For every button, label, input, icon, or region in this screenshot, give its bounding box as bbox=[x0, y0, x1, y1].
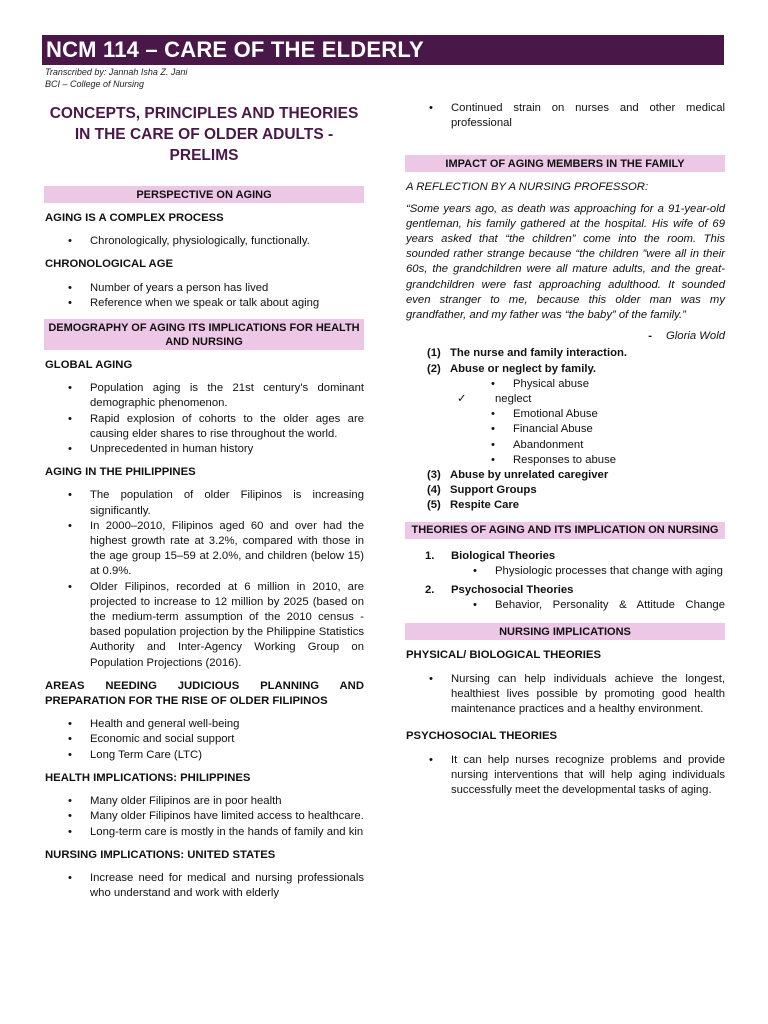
list-item: • Behavior, Personality & Attitude Change bbox=[495, 598, 725, 613]
document-header bbox=[42, 35, 724, 65]
subheading-planning-areas: AREAS NEEDING JUDICIOUS PLANNING AND PREPARATION FOR THE RISE OF OLDER FILIPINOS bbox=[45, 679, 364, 708]
list-item: • It can help nurses recognize problems and provide nursing interventions that will help aging individuals successfully meet the developmental tasks of aging. bbox=[451, 753, 725, 799]
psychosocial-list bbox=[405, 753, 725, 799]
section-band-nursing-implications: NURSING IMPLICATIONS bbox=[405, 623, 725, 640]
us-list bbox=[44, 871, 364, 901]
list-item: • Abandonment bbox=[513, 438, 725, 453]
list-item: • Population aging is the 21st century's dominant demographic phenomenon. bbox=[90, 381, 364, 411]
list-item: • Nursing can help individuals achieve the longest, healthiest lives possible by promoting good health maintenance practices and a healthy environment. bbox=[451, 672, 725, 718]
list-item: (3) Abuse by unrelated caregiver bbox=[427, 469, 609, 482]
list-item: • Responses to abuse bbox=[513, 453, 725, 468]
list-item: • Number of years a person has lived bbox=[90, 281, 364, 296]
quote-attribution bbox=[405, 329, 725, 344]
list-item: • Chronologically, physiologically, functionally. bbox=[90, 234, 364, 249]
subheading-global-aging: GLOBAL AGING bbox=[45, 359, 133, 372]
physical-list bbox=[405, 672, 725, 718]
list-item: (5) Respite Care bbox=[427, 499, 520, 512]
family-numbered-list bbox=[405, 346, 725, 513]
list-item: • Physiologic processes that change with aging bbox=[495, 564, 725, 579]
list-item: • The population of older Filipinos is increasing significantly. bbox=[90, 488, 364, 518]
list-item: • Reference when we speak or talk about aging bbox=[90, 296, 364, 311]
list-item: • Many older Filipinos have limited access to healthcare. bbox=[90, 809, 364, 824]
list-item: • In 2000–2010, Filipinos aged 60 and over had the highest growth rate at 3.2%, compared with those in the age group 15–59 at 2.0%, and children (below 15) at 0.9%. bbox=[90, 519, 364, 580]
continued-list bbox=[405, 101, 725, 131]
philippines-list bbox=[44, 488, 364, 670]
list-item: • Economic and social support bbox=[90, 732, 364, 747]
transcriber-credit: Transcribed by: Jannah Isha Z. Jani bbox=[45, 67, 188, 77]
left-column bbox=[44, 98, 364, 909]
subheading-chronological-age: CHRONOLOGICAL AGE bbox=[45, 258, 174, 271]
global-list bbox=[44, 381, 364, 457]
subheading-nursing-us: NURSING IMPLICATIONS: UNITED STATES bbox=[45, 848, 276, 861]
chrono-list bbox=[44, 281, 364, 311]
areas-list bbox=[44, 717, 364, 763]
complex-list bbox=[44, 234, 364, 249]
list-item: • Unprecedented in human history bbox=[90, 442, 364, 457]
subheading-physical-theories: PHYSICAL/ BIOLOGICAL THEORIES bbox=[406, 649, 601, 662]
subheading-psychosocial-theories: PSYCHOSOCIAL THEORIES bbox=[406, 730, 558, 743]
list-item: • Emotional Abuse bbox=[513, 407, 725, 422]
section-band-perspective: PERSPECTIVE ON AGING bbox=[44, 186, 364, 203]
list-item: • Rapid explosion of cohorts to the older ages are causing elder shares to rise throughout the world. bbox=[90, 412, 364, 442]
list-item: • Physical abuse bbox=[513, 377, 725, 392]
section-band-demography: DEMOGRAPHY OF AGING ITS IMPLICATIONS FOR HEALTH AND NURSING bbox=[44, 319, 364, 350]
subheading-health-implications: HEALTH IMPLICATIONS: PHILIPPINES bbox=[45, 771, 251, 784]
list-item: • Health and general well-being bbox=[90, 717, 364, 732]
attribution-name: Gloria Wold bbox=[665, 330, 725, 343]
college-credit: BCI – College of Nursing bbox=[45, 79, 145, 89]
list-item: (4) Support Groups bbox=[427, 484, 537, 497]
list-item: 2. Psychosocial Theories • Behavior, Personality & Attitude Change bbox=[425, 583, 725, 613]
list-item: • Increase need for medical and nursing professionals who understand and work with elderly bbox=[90, 871, 364, 901]
quote-intro: A REFLECTION BY A NURSING PROFESSOR: bbox=[406, 181, 649, 194]
health-list bbox=[44, 794, 364, 840]
list-item-checked: ✓ neglect bbox=[495, 392, 725, 407]
list-item: • Long-term care is mostly in the hands of family and kin bbox=[90, 825, 364, 840]
list-item: • Older Filipinos, recorded at 6 million in 2010, are projected to increase to 12 million by 2025 (based on the medium-term assumption of the 2010 census - based population projection by the Philippine Statistics Authority and Inter-Agency Working Group on Population Projections (2016). bbox=[90, 580, 364, 671]
document-title: NCM 114 – CARE OF THE ELDERLY bbox=[46, 37, 424, 62]
psychosocial-sublist bbox=[425, 598, 725, 613]
right-column bbox=[405, 101, 725, 806]
subheading-aging-philippines: AGING IN THE PHILIPPINES bbox=[45, 466, 196, 479]
subheading-complex-process: AGING IS A COMPLEX PROCESS bbox=[45, 212, 224, 224]
list-item: • Long Term Care (LTC) bbox=[90, 748, 364, 763]
biological-sublist bbox=[425, 564, 725, 579]
reflection-quote: “Some years ago, as death was approaching for a 91-year-old gentleman, his family gathered at the hospital. His wife of 69 years asked that “the children” come into the room. This sounded rather strange because “the children ”were all in their 60s, the grandchildren were all mature adults, and the great-grandchildren were fast approaching adulthood. It sounded even stranger to me, because this older man was my grandfather, and my father was “the baby” of the family.” bbox=[406, 202, 725, 322]
list-item: 1. Biological Theories • Physiologic processes that change with aging bbox=[425, 549, 725, 579]
list-item: • Financial Abuse bbox=[513, 422, 725, 437]
list-item: (1) The nurse and family interaction. bbox=[427, 347, 628, 360]
theories-list bbox=[405, 549, 725, 614]
abuse-types-list bbox=[427, 377, 725, 468]
section-band-impact: IMPACT OF AGING MEMBERS IN THE FAMILY bbox=[405, 155, 725, 172]
list-item: (2) Abuse or neglect by family. • Physical abuse ✓ neglect • Emotional Abuse • Financial Abuse • Abandonment • Responses to abuse bbox=[427, 362, 725, 468]
list-item: • Many older Filipinos are in poor health bbox=[90, 794, 364, 809]
attribution-dash: - bbox=[648, 330, 652, 343]
lesson-title: CONCEPTS, PRINCIPLES AND THEORIES IN THE CARE OF OLDER ADULTS - PRELIMS bbox=[49, 105, 359, 164]
section-band-theories: THEORIES OF AGING AND ITS IMPLICATION ON NURSING bbox=[405, 522, 725, 539]
list-item: • Continued strain on nurses and other medical professional bbox=[451, 101, 725, 131]
